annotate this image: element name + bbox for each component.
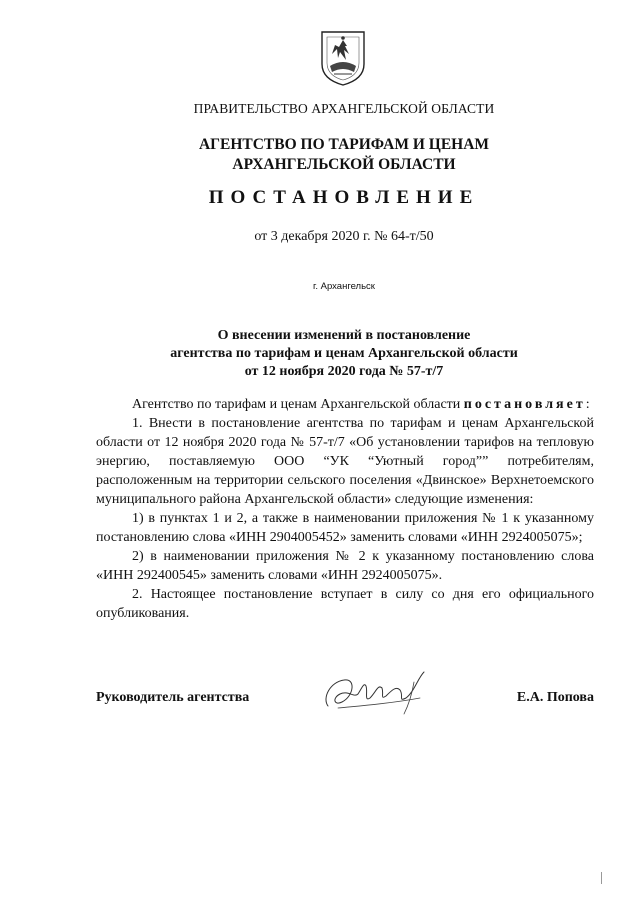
document-date-number: от 3 декабря 2020 г. № 64-т/50 — [254, 229, 434, 244]
intro-text: Агентство по тарифам и ценам Архангельской области — [132, 397, 461, 412]
agency-name — [0, 135, 640, 175]
intro-paragraph — [96, 395, 594, 414]
item-1-1-paragraph: 1) в пунктах 1 и 2, а также в наименовании приложения № 1 к указанному постановлению слова «ИНН 2904005452» заменить словами «ИНН 2924005075»; — [96, 511, 594, 545]
intro-resolves: постановляет — [463, 397, 586, 412]
margin-mark — [601, 872, 606, 884]
signatory-name: Е.А. Попова — [516, 690, 594, 705]
subject-line-3: от 12 ноября 2020 года № 57-т/7 — [244, 364, 444, 379]
document-body — [96, 395, 594, 623]
agency-name-line-1: АГЕНТСТВО ПО ТАРИФАМ И ЦЕНАМ — [198, 136, 490, 153]
agency-name-line-2: АРХАНГЕЛЬСКОЙ ОБЛАСТИ — [232, 156, 456, 173]
coat-of-arms-emblem — [318, 28, 368, 86]
city-name: г. Архангельск — [313, 281, 375, 292]
handwritten-signature — [318, 668, 438, 718]
document-type-title: ПОСТАНОВЛЕНИЕ — [208, 187, 480, 208]
intro-colon: : — [585, 397, 590, 412]
document-subject — [0, 327, 640, 381]
subject-line-2: агентства по тарифам и ценам Архангельской области — [170, 346, 518, 361]
government-name: ПРАВИТЕЛЬСТВО АРХАНГЕЛЬСКОЙ ОБЛАСТИ — [193, 101, 495, 116]
item-1-2-paragraph: 2) в наименовании приложения № 2 к указанному постановлению слова «ИНН 292400545» заменить словами «ИНН 2924005075». — [96, 549, 594, 583]
subject-line-1: О внесении изменений в постановление — [217, 328, 471, 343]
item-1-paragraph: 1. Внести в постановление агентства по тарифам и ценам Архангельской области от 12 ноября 2020 года № 57-т/7 «Об установлении тарифов на тепловую энергию, поставляемую ООО “УК “Уютный город”” потребителям, расположенным на территории сельского поселения «Двинское» Верхнетоемского муниципального района Архангельской области» следующие изменения: — [96, 416, 594, 507]
signatory-role: Руководитель агентства — [96, 690, 250, 705]
item-2-paragraph: 2. Настоящее постановление вступает в силу со дня его официального опубликования. — [96, 587, 594, 621]
